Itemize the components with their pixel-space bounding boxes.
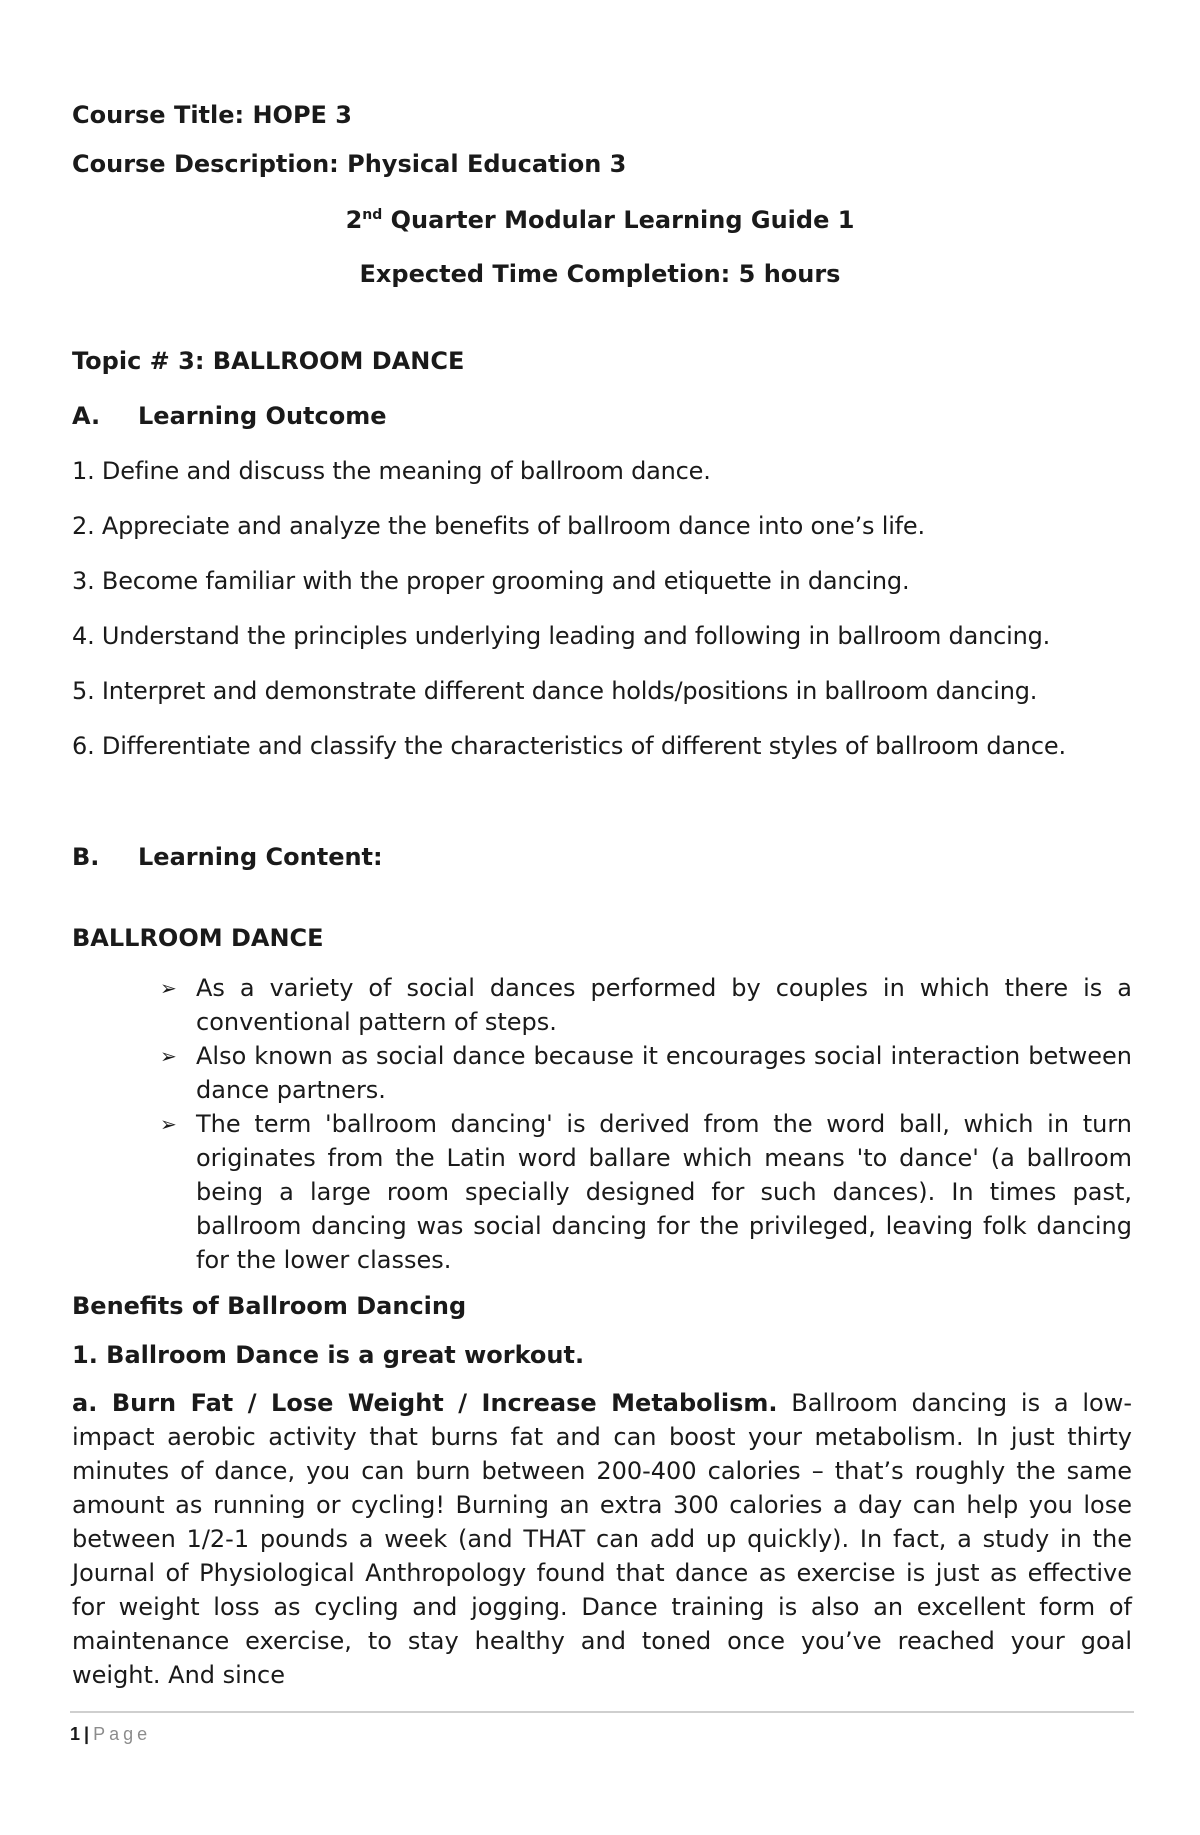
ballroom-heading: BALLROOM DANCE	[72, 924, 324, 952]
benefit-sub-a-text: Ballroom dancing is a low-impact aerobic activity that burns fat and can boost your metabolism. In just thirty minutes of dance, you can burn between 200-400 calories – that’s roughly the same amount as running or cycling! Burning an extra 300 calories a day can help you lose between 1/2-1 pounds a week (and THAT can add up quickly). In fact, a study in the Journal of Physiological Anthropology found that dance as exercise is just as effective for weight loss as cycling and jogging. Dance training is also an excellent form of maintenance exercise, to stay healthy and toned once you’ve reached your goal weight. And since	[72, 1389, 1133, 1689]
outcome-item: 3. Become familiar with the proper grooming and etiquette in dancing.	[72, 567, 910, 595]
bullet-text: The term 'ballroom dancing' is derived from the word ball, which in turn originates from the Latin word ballare which means 'to dance' (a ballroom being a large room specially designed for such dances). In times past, ballroom dancing was social dancing for the privileged, leaving folk dancing for the lower classes.	[196, 1110, 1132, 1274]
list-item	[160, 1107, 1132, 1277]
benefit-paragraph	[72, 1386, 1132, 1692]
section-b-title: Learning Content:	[138, 843, 383, 871]
page-footer	[70, 1722, 151, 1746]
section-a-number: A.	[72, 402, 101, 430]
time-completion: Expected Time Completion: 5 hours	[359, 260, 841, 288]
section-b-number: B.	[72, 843, 100, 871]
guide-title-rest: Quarter Modular Learning Guide 1	[382, 206, 855, 234]
section-a-title: Learning Outcome	[138, 402, 387, 430]
guide-number: 2	[345, 206, 363, 234]
bullet-text: As a variety of social dances performed by couples in which there is a conventional pattern of steps.	[196, 974, 1132, 1036]
guide-title	[0, 205, 1200, 235]
ballroom-bullet-list	[160, 971, 1132, 1277]
benefit-sub-a-label: a. Burn Fat / Lose Weight / Increase Metabolism.	[72, 1389, 778, 1417]
course-title: Course Title: HOPE 3	[72, 101, 352, 129]
section-b-heading	[72, 842, 383, 872]
topic-heading: Topic # 3: BALLROOM DANCE	[72, 347, 465, 375]
benefits-heading: Benefits of Ballroom Dancing	[72, 1292, 467, 1320]
outcome-item: 2. Appreciate and analyze the benefits of ballroom dance into one’s life.	[72, 512, 925, 540]
arrow-bullet-icon: ➢	[160, 1112, 177, 1136]
arrow-bullet-icon: ➢	[160, 1044, 177, 1068]
outcome-item: 5. Interpret and demonstrate different dance holds/positions in ballroom dancing.	[72, 677, 1038, 705]
bullet-text: Also known as social dance because it encourages social interaction between dance partners.	[196, 1042, 1132, 1104]
outcome-item: 1. Define and discuss the meaning of ballroom dance.	[72, 457, 711, 485]
page-number: 1	[70, 1724, 81, 1744]
page-label: Page	[93, 1724, 152, 1744]
footer-divider	[70, 1711, 1134, 1713]
arrow-bullet-icon: ➢	[160, 976, 177, 1000]
section-a-heading	[72, 401, 387, 431]
list-item	[160, 1039, 1132, 1107]
outcome-item: 4. Understand the principles underlying leading and following in ballroom dancing.	[72, 622, 1051, 650]
footer-separator: |	[84, 1724, 90, 1744]
list-item	[160, 971, 1132, 1039]
guide-ordinal: nd	[362, 207, 383, 223]
benefit-item-1: 1. Ballroom Dance is a great workout.	[72, 1341, 585, 1369]
course-description: Course Description: Physical Education 3	[72, 150, 627, 178]
outcome-item: 6. Differentiate and classify the characteristics of different styles of ballroom dance.	[72, 732, 1066, 760]
